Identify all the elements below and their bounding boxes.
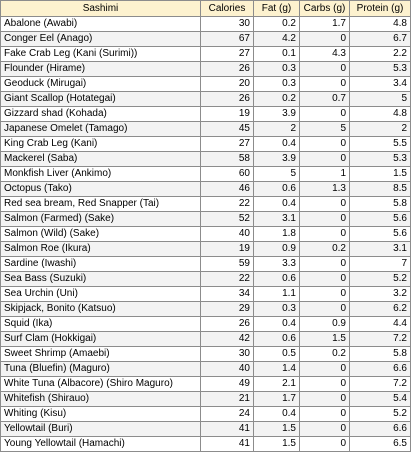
- cell-fat: 2: [254, 122, 300, 137]
- table-row: [1, 242, 411, 257]
- cell-carbs: 0: [300, 107, 350, 122]
- cell-carbs: 0: [300, 257, 350, 272]
- cell-calories: 60: [201, 167, 254, 182]
- cell-carbs: 0: [300, 392, 350, 407]
- cell-calories: 29: [201, 302, 254, 317]
- cell-fat: 0.9: [254, 242, 300, 257]
- table-row: [1, 422, 411, 437]
- cell-name: Whiting (Kisu): [1, 407, 201, 422]
- cell-protein: 5.2: [350, 272, 411, 287]
- cell-carbs: 0: [300, 32, 350, 47]
- cell-carbs: 0.2: [300, 347, 350, 362]
- cell-protein: 5.3: [350, 62, 411, 77]
- cell-protein: 6.7: [350, 32, 411, 47]
- cell-carbs: 0.7: [300, 92, 350, 107]
- cell-fat: 1.4: [254, 362, 300, 377]
- cell-fat: 0.4: [254, 317, 300, 332]
- cell-calories: 26: [201, 92, 254, 107]
- cell-carbs: 1.5: [300, 332, 350, 347]
- cell-protein: 5.3: [350, 152, 411, 167]
- cell-protein: 6.6: [350, 422, 411, 437]
- cell-name: Young Yellowtail (Hamachi): [1, 437, 201, 452]
- cell-name: King Crab Leg (Kani): [1, 137, 201, 152]
- cell-protein: 4.4: [350, 317, 411, 332]
- table-row: [1, 17, 411, 32]
- cell-name: Abalone (Awabi): [1, 17, 201, 32]
- cell-name: Gizzard shad (Kohada): [1, 107, 201, 122]
- cell-name: Monkfish Liver (Ankimo): [1, 167, 201, 182]
- cell-calories: 52: [201, 212, 254, 227]
- cell-name: Surf Clam (Hokkigai): [1, 332, 201, 347]
- cell-calories: 45: [201, 122, 254, 137]
- table-row: [1, 332, 411, 347]
- cell-calories: 26: [201, 317, 254, 332]
- cell-carbs: 0: [300, 302, 350, 317]
- cell-name: Tuna (Bluefin) (Maguro): [1, 362, 201, 377]
- cell-protein: 3.1: [350, 242, 411, 257]
- column-header-sashimi: Sashimi: [1, 1, 201, 17]
- cell-fat: 0.1: [254, 47, 300, 62]
- cell-protein: 5.6: [350, 212, 411, 227]
- cell-fat: 0.4: [254, 137, 300, 152]
- cell-carbs: 0: [300, 377, 350, 392]
- cell-fat: 0.3: [254, 62, 300, 77]
- column-header-fat: Fat (g): [254, 1, 300, 17]
- cell-fat: 1.7: [254, 392, 300, 407]
- cell-fat: 3.9: [254, 152, 300, 167]
- table-row: [1, 122, 411, 137]
- cell-fat: 0.6: [254, 182, 300, 197]
- cell-fat: 1.5: [254, 422, 300, 437]
- cell-fat: 2.1: [254, 377, 300, 392]
- cell-name: Geoduck (Mirugai): [1, 77, 201, 92]
- cell-calories: 21: [201, 392, 254, 407]
- cell-carbs: 0.9: [300, 317, 350, 332]
- table-row: [1, 302, 411, 317]
- cell-protein: 5.8: [350, 197, 411, 212]
- cell-carbs: 0: [300, 272, 350, 287]
- table-row: [1, 317, 411, 332]
- cell-name: Giant Scallop (Hotategai): [1, 92, 201, 107]
- cell-name: Sardine (Iwashi): [1, 257, 201, 272]
- table-row: [1, 32, 411, 47]
- table-row: [1, 107, 411, 122]
- cell-fat: 3.9: [254, 107, 300, 122]
- cell-fat: 5: [254, 167, 300, 182]
- cell-protein: 3.4: [350, 77, 411, 92]
- cell-calories: 30: [201, 17, 254, 32]
- table-row: [1, 167, 411, 182]
- cell-calories: 59: [201, 257, 254, 272]
- cell-carbs: 0: [300, 437, 350, 452]
- cell-calories: 20: [201, 77, 254, 92]
- table-row: [1, 257, 411, 272]
- table-row: [1, 212, 411, 227]
- cell-protein: 7.2: [350, 332, 411, 347]
- cell-fat: 0.3: [254, 77, 300, 92]
- cell-fat: 0.3: [254, 302, 300, 317]
- cell-protein: 2.2: [350, 47, 411, 62]
- cell-name: Conger Eel (Anago): [1, 32, 201, 47]
- cell-name: Salmon (Wild) (Sake): [1, 227, 201, 242]
- column-header-calories: Calories: [201, 1, 254, 17]
- cell-fat: 0.2: [254, 17, 300, 32]
- cell-calories: 40: [201, 362, 254, 377]
- cell-name: White Tuna (Albacore) (Shiro Maguro): [1, 377, 201, 392]
- cell-carbs: 0: [300, 152, 350, 167]
- cell-calories: 22: [201, 272, 254, 287]
- table-row: [1, 62, 411, 77]
- cell-name: Fake Crab Leg (Kani (Surimi)): [1, 47, 201, 62]
- cell-name: Sea Bass (Suzuki): [1, 272, 201, 287]
- cell-carbs: 4.3: [300, 47, 350, 62]
- table-row: [1, 392, 411, 407]
- header-row: [1, 1, 411, 17]
- cell-carbs: 0: [300, 77, 350, 92]
- cell-calories: 26: [201, 62, 254, 77]
- column-header-protein: Protein (g): [350, 1, 411, 17]
- cell-name: Whitefish (Shirauo): [1, 392, 201, 407]
- cell-calories: 19: [201, 242, 254, 257]
- cell-name: Salmon Roe (Ikura): [1, 242, 201, 257]
- cell-carbs: 1: [300, 167, 350, 182]
- cell-name: Sweet Shrimp (Amaebi): [1, 347, 201, 362]
- cell-calories: 22: [201, 197, 254, 212]
- cell-carbs: 0.2: [300, 242, 350, 257]
- cell-protein: 5.4: [350, 392, 411, 407]
- cell-protein: 6.5: [350, 437, 411, 452]
- cell-protein: 6.2: [350, 302, 411, 317]
- cell-carbs: 0: [300, 287, 350, 302]
- cell-protein: 7: [350, 257, 411, 272]
- cell-calories: 40: [201, 227, 254, 242]
- table-row: [1, 377, 411, 392]
- cell-fat: 0.6: [254, 332, 300, 347]
- table-row: [1, 182, 411, 197]
- cell-fat: 0.2: [254, 92, 300, 107]
- cell-protein: 7.2: [350, 377, 411, 392]
- cell-calories: 19: [201, 107, 254, 122]
- cell-fat: 0.5: [254, 347, 300, 362]
- column-header-carbs: Carbs (g): [300, 1, 350, 17]
- cell-fat: 3.1: [254, 212, 300, 227]
- cell-calories: 27: [201, 137, 254, 152]
- cell-name: Mackerel (Saba): [1, 152, 201, 167]
- cell-name: Squid (Ika): [1, 317, 201, 332]
- cell-calories: 41: [201, 437, 254, 452]
- cell-carbs: 0: [300, 362, 350, 377]
- cell-protein: 4.8: [350, 107, 411, 122]
- cell-carbs: 0: [300, 197, 350, 212]
- table-row: [1, 197, 411, 212]
- cell-fat: 4.2: [254, 32, 300, 47]
- cell-fat: 0.4: [254, 407, 300, 422]
- cell-fat: 1.8: [254, 227, 300, 242]
- cell-protein: 5.5: [350, 137, 411, 152]
- cell-protein: 6.6: [350, 362, 411, 377]
- table-row: [1, 437, 411, 452]
- cell-calories: 30: [201, 347, 254, 362]
- table-row: [1, 407, 411, 422]
- cell-carbs: 0: [300, 137, 350, 152]
- cell-protein: 5.8: [350, 347, 411, 362]
- cell-carbs: 1.3: [300, 182, 350, 197]
- cell-protein: 5.2: [350, 407, 411, 422]
- cell-name: Japanese Omelet (Tamago): [1, 122, 201, 137]
- cell-carbs: 0: [300, 422, 350, 437]
- table-row: [1, 77, 411, 92]
- cell-protein: 4.8: [350, 17, 411, 32]
- cell-protein: 5: [350, 92, 411, 107]
- cell-protein: 3.2: [350, 287, 411, 302]
- cell-carbs: 0: [300, 212, 350, 227]
- cell-fat: 1.1: [254, 287, 300, 302]
- cell-protein: 8.5: [350, 182, 411, 197]
- table-row: [1, 347, 411, 362]
- cell-calories: 58: [201, 152, 254, 167]
- cell-calories: 27: [201, 47, 254, 62]
- cell-fat: 0.6: [254, 272, 300, 287]
- cell-calories: 24: [201, 407, 254, 422]
- cell-calories: 46: [201, 182, 254, 197]
- table-row: [1, 227, 411, 242]
- cell-name: Flounder (Hirame): [1, 62, 201, 77]
- cell-protein: 5.6: [350, 227, 411, 242]
- cell-protein: 2: [350, 122, 411, 137]
- cell-name: Sea Urchin (Uni): [1, 287, 201, 302]
- table-row: [1, 137, 411, 152]
- table-row: [1, 362, 411, 377]
- cell-calories: 67: [201, 32, 254, 47]
- cell-fat: 3.3: [254, 257, 300, 272]
- table-row: [1, 47, 411, 62]
- table-row: [1, 92, 411, 107]
- cell-protein: 1.5: [350, 167, 411, 182]
- cell-fat: 0.4: [254, 197, 300, 212]
- cell-name: Red sea bream, Red Snapper (Tai): [1, 197, 201, 212]
- cell-name: Yellowtail (Buri): [1, 422, 201, 437]
- cell-name: Skipjack, Bonito (Katsuo): [1, 302, 201, 317]
- table-row: [1, 272, 411, 287]
- table-row: [1, 287, 411, 302]
- cell-carbs: 0: [300, 227, 350, 242]
- cell-carbs: 1.7: [300, 17, 350, 32]
- cell-calories: 49: [201, 377, 254, 392]
- cell-fat: 1.5: [254, 437, 300, 452]
- cell-calories: 41: [201, 422, 254, 437]
- table-row: [1, 152, 411, 167]
- cell-calories: 34: [201, 287, 254, 302]
- cell-calories: 42: [201, 332, 254, 347]
- cell-name: Salmon (Farmed) (Sake): [1, 212, 201, 227]
- cell-name: Octopus (Tako): [1, 182, 201, 197]
- cell-carbs: 5: [300, 122, 350, 137]
- cell-carbs: 0: [300, 407, 350, 422]
- cell-carbs: 0: [300, 62, 350, 77]
